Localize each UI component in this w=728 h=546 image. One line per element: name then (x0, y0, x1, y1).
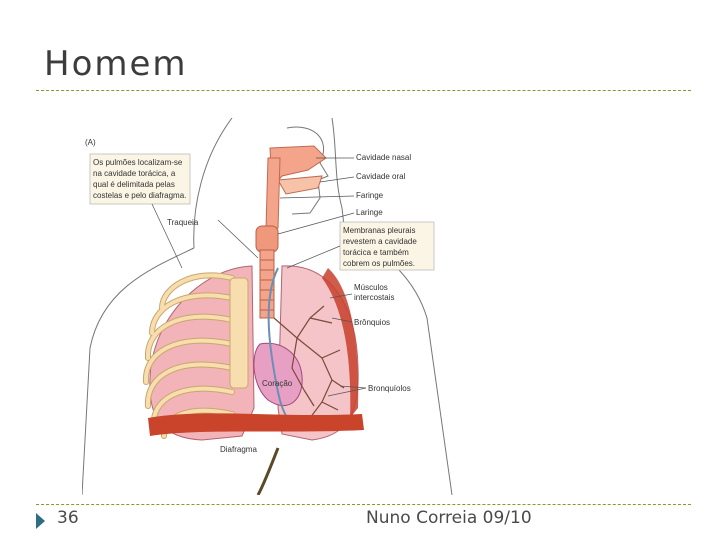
label-intercostal-2: intercostais (354, 293, 395, 302)
footer-divider (36, 504, 691, 505)
footer-arrow-icon (36, 513, 45, 529)
esophagus-line (258, 448, 278, 495)
label-pharynx: Faringe (356, 191, 384, 200)
note-lungs-box (85, 138, 190, 204)
note-pleura-line-4: cobrem os pulmões. (343, 259, 416, 268)
oral-cavity (278, 176, 322, 194)
note-lungs-line-1: Os pulmões localizam-se (93, 158, 183, 167)
label-bronchi: Brônquios (354, 318, 391, 327)
footer-text: Nuno Correia 09/10 (366, 508, 532, 528)
note-lungs-line-2: na cavidade torácica, a (93, 169, 176, 178)
pharynx (266, 158, 280, 228)
page-number: 36 (57, 508, 79, 528)
slide-title: Homem (44, 44, 188, 84)
note-pleura-line-3: torácica e também (343, 248, 409, 257)
note-pleura-line-2: revestem a cavidade (343, 237, 417, 246)
label-intercostal-1: Músculos (354, 283, 388, 292)
label-oral-cavity: Cavidade oral (356, 172, 406, 181)
note-pleura-line-1: Membranas pleurais (343, 226, 416, 235)
label-nasal-cavity: Cavidade nasal (356, 153, 412, 162)
label-trachea: Traqueia (167, 218, 199, 227)
label-bronchioles: Bronquíolos (368, 384, 411, 393)
sternum (230, 278, 248, 388)
note-pleura-box (340, 222, 434, 270)
note-lungs-line-3: qual é delimitada pelas (93, 180, 175, 189)
title-divider (36, 90, 691, 91)
panel-letter: (A) (85, 138, 96, 147)
larynx (256, 226, 278, 252)
label-larynx: Laringe (356, 208, 383, 217)
note-lungs-line-4: costelas e pelo diafragma. (93, 191, 187, 200)
label-diaphragm: Diafragma (220, 445, 257, 454)
label-heart: Coração (262, 379, 293, 388)
respiratory-system-diagram (82, 118, 467, 495)
